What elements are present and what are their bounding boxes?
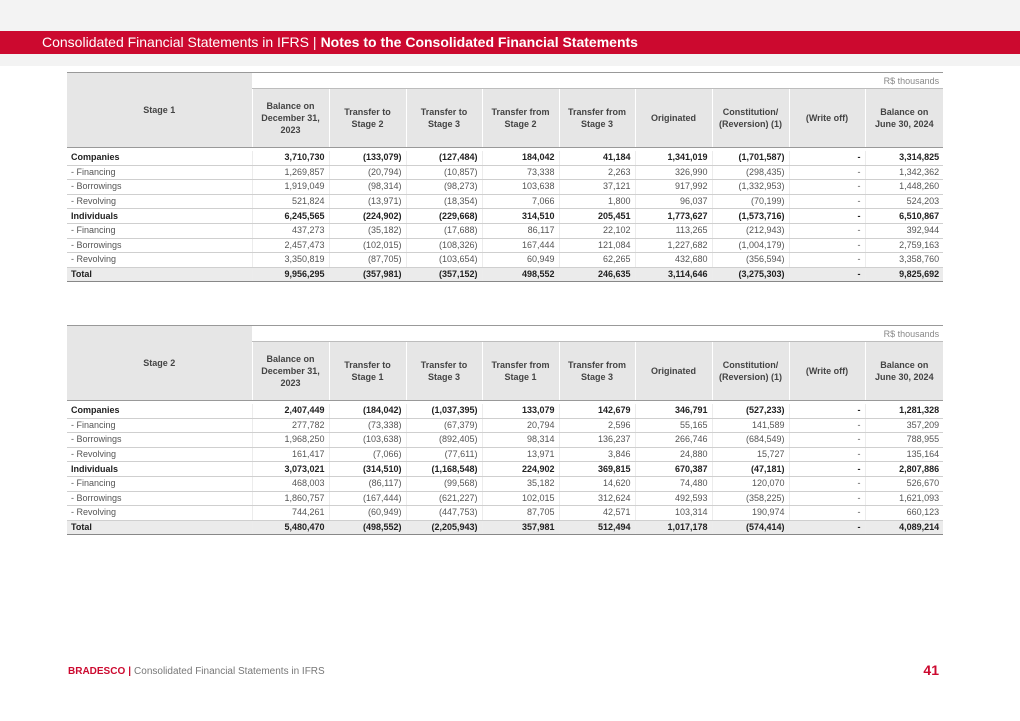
cell-value: - [789, 404, 865, 418]
header-banner [0, 31, 1020, 54]
cell-value: 62,265 [559, 253, 635, 268]
cell-value: 190,974 [712, 506, 789, 521]
cell-value: 121,084 [559, 238, 635, 253]
column-header: (Write off) [789, 342, 865, 401]
cell-value: (574,414) [712, 520, 789, 535]
cell-value: - [789, 209, 865, 224]
cell-value: - [789, 476, 865, 491]
cell-value: 346,791 [635, 404, 712, 418]
cell-value: 2,596 [559, 418, 635, 433]
page-number: 41 [923, 662, 939, 678]
column-header: Originated [635, 342, 712, 401]
row-label: - Revolving [67, 253, 252, 268]
unit-label: R$ thousands [252, 73, 943, 89]
cell-value: 3,846 [559, 447, 635, 462]
cell-value: (77,611) [406, 447, 482, 462]
cell-value: (229,668) [406, 209, 482, 224]
cell-value: 167,444 [482, 238, 559, 253]
cell-value: (35,182) [329, 223, 406, 238]
table-row [67, 506, 943, 521]
row-label: Companies [67, 151, 252, 165]
column-header: Transfer to Stage 3 [406, 342, 482, 401]
cell-value: (1,701,587) [712, 151, 789, 165]
cell-value: (47,181) [712, 462, 789, 477]
cell-value: 73,338 [482, 165, 559, 180]
cell-value: (447,753) [406, 506, 482, 521]
cell-value: (212,943) [712, 223, 789, 238]
table-row [67, 404, 943, 418]
cell-value: 55,165 [635, 418, 712, 433]
row-label: Individuals [67, 209, 252, 224]
cell-value: 314,510 [482, 209, 559, 224]
cell-value: 2,759,163 [865, 238, 943, 253]
total-row [67, 267, 943, 282]
cell-value: 2,263 [559, 165, 635, 180]
row-label: Total [67, 267, 252, 282]
cell-value: - [789, 506, 865, 521]
cell-value: (357,152) [406, 267, 482, 282]
cell-value: (108,326) [406, 238, 482, 253]
cell-value: 5,480,470 [252, 520, 329, 535]
cell-value: 498,552 [482, 267, 559, 282]
cell-value: 392,944 [865, 223, 943, 238]
table-row [67, 433, 943, 448]
column-header: (Write off) [789, 89, 865, 148]
cell-value: - [789, 462, 865, 477]
cell-value: 20,794 [482, 418, 559, 433]
table-row [67, 209, 943, 224]
cell-value: 1,800 [559, 194, 635, 209]
row-label: Individuals [67, 462, 252, 477]
cell-value: 37,121 [559, 180, 635, 195]
cell-value: (1,332,953) [712, 180, 789, 195]
cell-value: 13,971 [482, 447, 559, 462]
table-row [67, 253, 943, 268]
cell-value: (357,981) [329, 267, 406, 282]
cell-value: (98,314) [329, 180, 406, 195]
header-section: Notes to the Consolidated Financial Statements [320, 34, 638, 50]
cell-value: 184,042 [482, 151, 559, 165]
column-header: Transfer from Stage 1 [482, 342, 559, 401]
cell-value: 670,387 [635, 462, 712, 477]
cell-value: 1,227,682 [635, 238, 712, 253]
cell-value: 74,480 [635, 476, 712, 491]
cell-value: 9,825,692 [865, 267, 943, 282]
cell-value: 526,670 [865, 476, 943, 491]
cell-value: 133,079 [482, 404, 559, 418]
cell-value: 3,710,730 [252, 151, 329, 165]
cell-value: (13,971) [329, 194, 406, 209]
table-row [67, 165, 943, 180]
cell-value: - [789, 491, 865, 506]
table-row [67, 491, 943, 506]
cell-value: (167,444) [329, 491, 406, 506]
row-label: - Financing [67, 476, 252, 491]
cell-value: (103,654) [406, 253, 482, 268]
cell-value: 135,164 [865, 447, 943, 462]
cell-value: (60,949) [329, 506, 406, 521]
cell-value: 6,510,867 [865, 209, 943, 224]
stage-1-table [67, 72, 943, 282]
cell-value: 357,981 [482, 520, 559, 535]
cell-value: 1,860,757 [252, 491, 329, 506]
cell-value: 142,679 [559, 404, 635, 418]
cell-value: (87,705) [329, 253, 406, 268]
column-header: Balance on June 30, 2024 [865, 342, 943, 401]
footer [68, 666, 325, 677]
cell-value: (67,379) [406, 418, 482, 433]
cell-value: 1,773,627 [635, 209, 712, 224]
cell-value: (103,638) [329, 433, 406, 448]
table-row [67, 180, 943, 195]
header-underband [0, 54, 1020, 66]
cell-value: 103,638 [482, 180, 559, 195]
cell-value: 22,102 [559, 223, 635, 238]
cell-value: (1,573,716) [712, 209, 789, 224]
cell-value: 41,184 [559, 151, 635, 165]
cell-value: (184,042) [329, 404, 406, 418]
stage-label: Stage 1 [67, 73, 252, 148]
cell-value: (133,079) [329, 151, 406, 165]
cell-value: (498,552) [329, 520, 406, 535]
row-label: - Financing [67, 223, 252, 238]
cell-value: 224,902 [482, 462, 559, 477]
stage-2-table [67, 325, 943, 535]
cell-value: 7,066 [482, 194, 559, 209]
cell-value: 326,990 [635, 165, 712, 180]
table-row [67, 447, 943, 462]
cell-value: 1,448,260 [865, 180, 943, 195]
cell-value: 437,273 [252, 223, 329, 238]
table-row [67, 223, 943, 238]
cell-value: 788,955 [865, 433, 943, 448]
cell-value: 492,593 [635, 491, 712, 506]
header-separator: | [312, 34, 317, 50]
cell-value: 14,620 [559, 476, 635, 491]
cell-value: 1,017,178 [635, 520, 712, 535]
cell-value: 6,245,565 [252, 209, 329, 224]
cell-value: (356,594) [712, 253, 789, 268]
footer-separator: | [128, 666, 132, 677]
footer-brand: BRADESCO [68, 666, 126, 677]
cell-value: 35,182 [482, 476, 559, 491]
cell-value: 2,407,449 [252, 404, 329, 418]
column-header: Transfer to Stage 2 [329, 89, 406, 148]
cell-value: (70,199) [712, 194, 789, 209]
unit-label: R$ thousands [252, 326, 943, 342]
table-body [67, 401, 943, 535]
cell-value: 277,782 [252, 418, 329, 433]
cell-value: (127,484) [406, 151, 482, 165]
cell-value: - [789, 253, 865, 268]
cell-value: (1,004,179) [712, 238, 789, 253]
cell-value: 2,807,886 [865, 462, 943, 477]
cell-value: (7,066) [329, 447, 406, 462]
cell-value: - [789, 520, 865, 535]
column-header: Transfer to Stage 1 [329, 342, 406, 401]
row-label: Total [67, 520, 252, 535]
column-header: Transfer from Stage 3 [559, 89, 635, 148]
cell-value: (2,205,943) [406, 520, 482, 535]
cell-value: 3,073,021 [252, 462, 329, 477]
row-label: - Borrowings [67, 238, 252, 253]
cell-value: - [789, 180, 865, 195]
cell-value: 3,350,819 [252, 253, 329, 268]
column-header: Constitution/ (Reversion) (1) [712, 342, 789, 401]
cell-value: 1,968,250 [252, 433, 329, 448]
cell-value: 357,209 [865, 418, 943, 433]
row-label: - Financing [67, 418, 252, 433]
cell-value: 86,117 [482, 223, 559, 238]
cell-value: 141,589 [712, 418, 789, 433]
cell-value: 96,037 [635, 194, 712, 209]
cell-value: 161,417 [252, 447, 329, 462]
cell-value: 521,824 [252, 194, 329, 209]
cell-value: 2,457,473 [252, 238, 329, 253]
cell-value: - [789, 433, 865, 448]
cell-value: - [789, 267, 865, 282]
cell-value: 102,015 [482, 491, 559, 506]
cell-value: 1,341,019 [635, 151, 712, 165]
cell-value: (99,568) [406, 476, 482, 491]
row-label: - Revolving [67, 194, 252, 209]
table-body [67, 148, 943, 282]
cell-value: 1,621,093 [865, 491, 943, 506]
cell-value: (621,227) [406, 491, 482, 506]
cell-value: 87,705 [482, 506, 559, 521]
column-header: Transfer from Stage 2 [482, 89, 559, 148]
cell-value: 1,269,857 [252, 165, 329, 180]
cell-value: 1,281,328 [865, 404, 943, 418]
cell-value: 312,624 [559, 491, 635, 506]
column-header: Balance on December 31, 2023 [252, 89, 329, 148]
cell-value: 744,261 [252, 506, 329, 521]
cell-value: 3,114,646 [635, 267, 712, 282]
cell-value: 468,003 [252, 476, 329, 491]
table-row [67, 238, 943, 253]
cell-value: (102,015) [329, 238, 406, 253]
cell-value: 3,314,825 [865, 151, 943, 165]
cell-value: 1,342,362 [865, 165, 943, 180]
cell-value: 136,237 [559, 433, 635, 448]
column-header: Transfer from Stage 3 [559, 342, 635, 401]
table-row [67, 418, 943, 433]
row-label: - Borrowings [67, 491, 252, 506]
cell-value: 205,451 [559, 209, 635, 224]
cell-value: (224,902) [329, 209, 406, 224]
table-row [67, 151, 943, 165]
cell-value: (98,273) [406, 180, 482, 195]
row-label: - Borrowings [67, 180, 252, 195]
cell-value: - [789, 238, 865, 253]
cell-value: (18,354) [406, 194, 482, 209]
table-row [67, 194, 943, 209]
table-row [67, 462, 943, 477]
cell-value: (1,168,548) [406, 462, 482, 477]
column-header: Balance on December 31, 2023 [252, 342, 329, 401]
cell-value: (358,225) [712, 491, 789, 506]
row-label: - Revolving [67, 447, 252, 462]
top-strip [0, 0, 1020, 31]
cell-value: (527,233) [712, 404, 789, 418]
column-header: Balance on June 30, 2024 [865, 89, 943, 148]
header-title: Consolidated Financial Statements in IFRS [42, 34, 309, 50]
stage-label: Stage 2 [67, 326, 252, 401]
cell-value: 266,746 [635, 433, 712, 448]
cell-value: (73,338) [329, 418, 406, 433]
cell-value: (86,117) [329, 476, 406, 491]
column-header: Constitution/ (Reversion) (1) [712, 89, 789, 148]
cell-value: 42,571 [559, 506, 635, 521]
column-header: Transfer to Stage 3 [406, 89, 482, 148]
cell-value: 917,992 [635, 180, 712, 195]
row-label: - Borrowings [67, 433, 252, 448]
cell-value: 524,203 [865, 194, 943, 209]
cell-value: 3,358,760 [865, 253, 943, 268]
cell-value: (314,510) [329, 462, 406, 477]
cell-value: 246,635 [559, 267, 635, 282]
cell-value: (20,794) [329, 165, 406, 180]
row-label: - Revolving [67, 506, 252, 521]
row-label: - Financing [67, 165, 252, 180]
cell-value: - [789, 194, 865, 209]
cell-value: 15,727 [712, 447, 789, 462]
cell-value: (3,275,303) [712, 267, 789, 282]
cell-value: (17,688) [406, 223, 482, 238]
cell-value: 60,949 [482, 253, 559, 268]
cell-value: - [789, 418, 865, 433]
footer-text: Consolidated Financial Statements in IFRS [134, 666, 325, 677]
cell-value: 512,494 [559, 520, 635, 535]
cell-value: (1,037,395) [406, 404, 482, 418]
cell-value: - [789, 165, 865, 180]
cell-value: - [789, 151, 865, 165]
row-label: Companies [67, 404, 252, 418]
cell-value: - [789, 223, 865, 238]
cell-value: 4,089,214 [865, 520, 943, 535]
cell-value: 98,314 [482, 433, 559, 448]
cell-value: (892,405) [406, 433, 482, 448]
cell-value: (684,549) [712, 433, 789, 448]
table-row [67, 476, 943, 491]
cell-value: 660,123 [865, 506, 943, 521]
cell-value: 120,070 [712, 476, 789, 491]
cell-value: 369,815 [559, 462, 635, 477]
cell-value: (298,435) [712, 165, 789, 180]
cell-value: 432,680 [635, 253, 712, 268]
total-row [67, 520, 943, 535]
cell-value: - [789, 447, 865, 462]
cell-value: 103,314 [635, 506, 712, 521]
cell-value: 24,880 [635, 447, 712, 462]
cell-value: 9,956,295 [252, 267, 329, 282]
cell-value: (10,857) [406, 165, 482, 180]
cell-value: 113,265 [635, 223, 712, 238]
cell-value: 1,919,049 [252, 180, 329, 195]
column-header: Originated [635, 89, 712, 148]
